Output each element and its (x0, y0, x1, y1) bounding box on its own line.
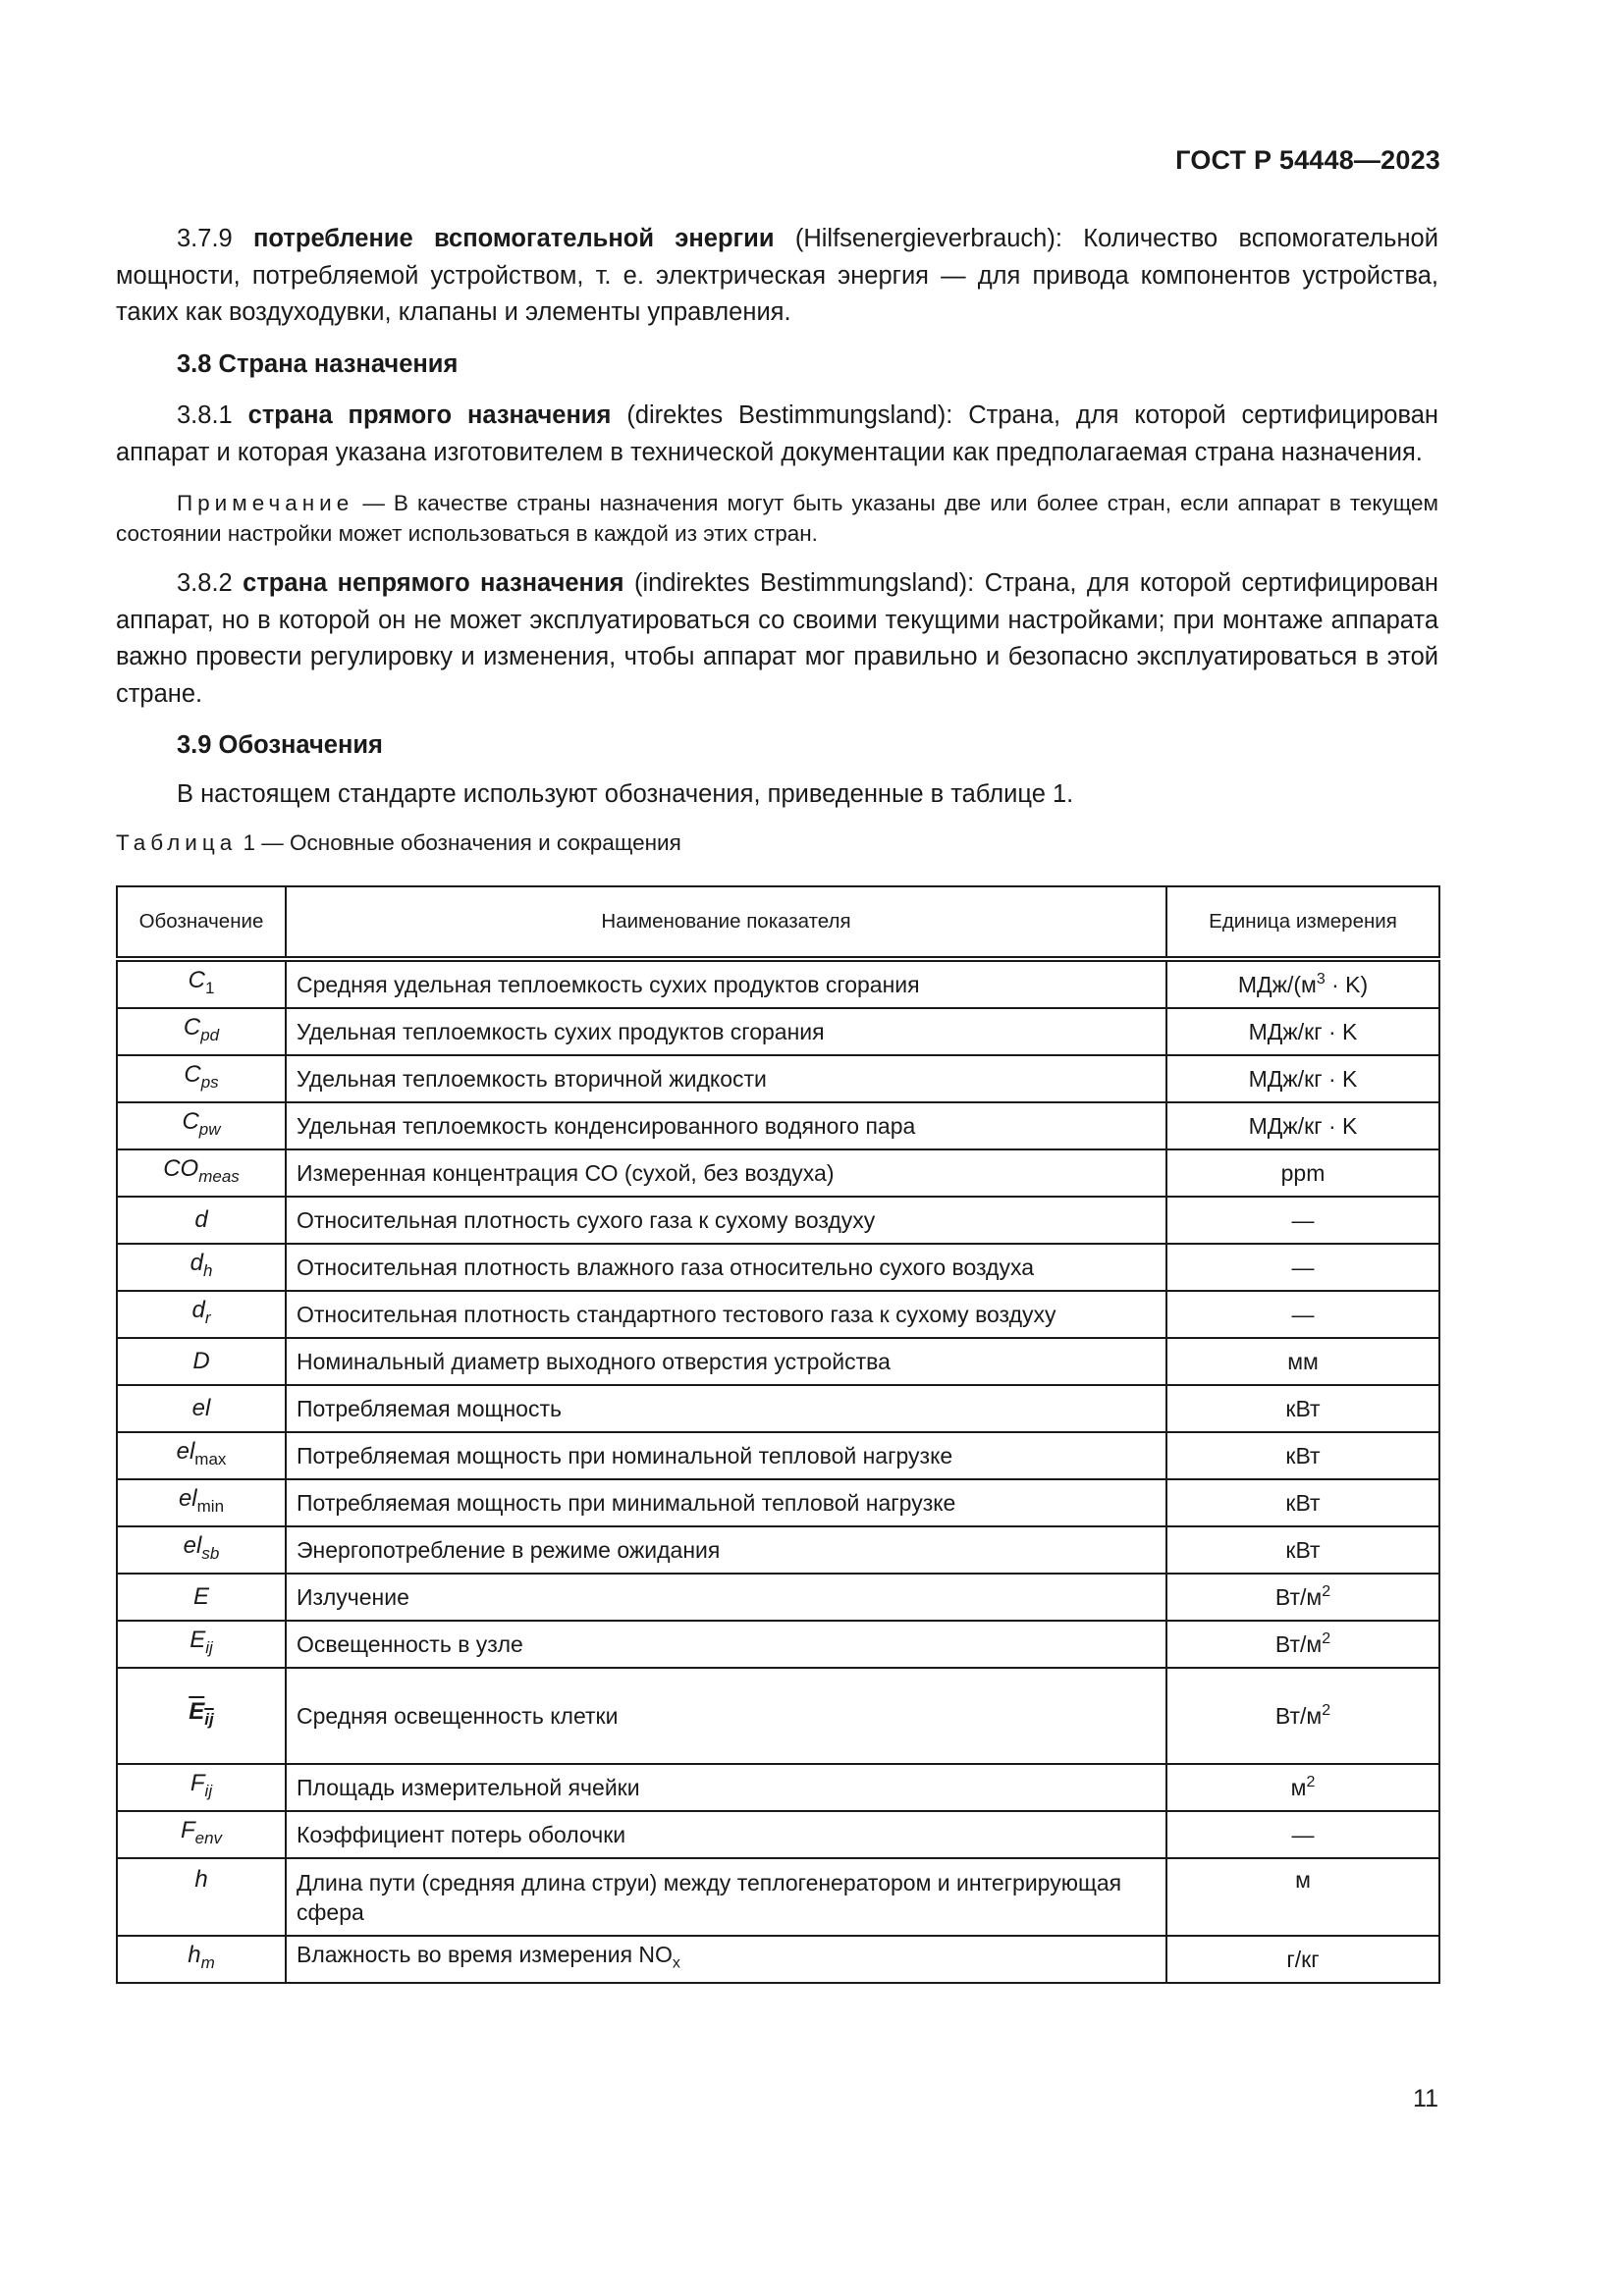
symbol: d (194, 1206, 208, 1233)
unit: м (1295, 1867, 1311, 1893)
symbol: h (188, 1942, 201, 1968)
indicator-name: Длина пути (средняя длина струи) между теплогенератором и интегрирующая сфера (297, 1869, 1122, 1925)
definition-3-8-2 (116, 565, 1438, 713)
symbol: CO (163, 1155, 199, 1182)
indicator-name: Удельная теплоемкость конденсированного водяного пара (297, 1113, 916, 1139)
symbol-cell (117, 1008, 286, 1055)
definition-text: Страна, для которой сертифицирован аппарат и которая указана изготовителем в технической документации как предполагаемая страна назначения. (116, 401, 1439, 466)
symbol-subscript: ij (204, 1782, 213, 1800)
unit-cell (1166, 1526, 1439, 1574)
name-cell (286, 1291, 1166, 1338)
unit: Вт/м (1274, 1703, 1323, 1729)
indicator-name: Потребляемая мощность при номинальной тепловой нагрузке (297, 1443, 953, 1468)
foreign-term: (direktes Bestimmungsland): (626, 401, 953, 429)
symbol-subscript: h (202, 1261, 213, 1280)
document-body (116, 221, 1438, 858)
unit-cell (1166, 1197, 1439, 1244)
unit-cell (1166, 959, 1439, 1008)
name-cell (286, 1668, 1166, 1764)
unit-superscript: 2 (1322, 1630, 1331, 1647)
symbol-subscript: 1 (204, 979, 215, 997)
unit-cell (1166, 1102, 1439, 1149)
unit-cell (1166, 1858, 1439, 1936)
table-row (117, 1432, 1439, 1479)
symbol-subscript: pd (200, 1026, 220, 1044)
indicator-name: Относительная плотность влажного газа относительно сухого воздуха (297, 1255, 1034, 1280)
symbol: el (191, 1395, 211, 1421)
column-header-name: Наименование показателя (286, 886, 1166, 959)
unit-cell (1166, 1338, 1439, 1385)
symbol-subscript: m (200, 1953, 215, 1972)
table-row (117, 1574, 1439, 1621)
unit: м (1290, 1775, 1307, 1800)
unit-tail: · K) (1325, 972, 1369, 997)
name-cell (286, 1244, 1166, 1291)
table-row (117, 1338, 1439, 1385)
unit-superscript: 3 (1316, 971, 1326, 988)
column-header-unit: Единица измерения (1166, 886, 1439, 959)
unit: МДж/кг · K (1248, 1019, 1358, 1044)
symbol-cell (117, 1479, 286, 1526)
definition-3-8-1 (116, 398, 1438, 471)
symbol-cell (117, 1764, 286, 1811)
symbol-cell (117, 1574, 286, 1621)
indicator-name: Средняя освещенность клетки (297, 1703, 619, 1729)
table-row (117, 1055, 1439, 1102)
unit: — (1291, 1207, 1315, 1233)
symbols-table (116, 885, 1440, 1984)
note-label: Примечание (177, 491, 354, 515)
table-row (117, 1102, 1439, 1149)
indicator-name: Средняя удельная теплоемкость сухих продуктов сгорания (297, 972, 920, 997)
unit-cell (1166, 1291, 1439, 1338)
table-row (117, 1668, 1439, 1764)
symbol-subscript: r (204, 1308, 211, 1327)
symbol: F (189, 1770, 205, 1796)
symbol-cell (117, 1197, 286, 1244)
symbol-cell (117, 1244, 286, 1291)
section-3-9-text: В настоящем стандарте используют обозначения, приведенные в таблице 1. (177, 779, 1074, 808)
table-row (117, 1858, 1439, 1936)
unit-cell (1166, 1668, 1439, 1764)
document-standard-id: ГОСТ Р 54448—2023 (1175, 145, 1440, 175)
symbol-subscript: max (194, 1450, 227, 1468)
table-row (117, 1197, 1439, 1244)
symbol: E (189, 1627, 206, 1653)
unit-cell (1166, 1149, 1439, 1197)
term: потребление вспомогательной энергии (253, 225, 775, 252)
table-row (117, 1811, 1439, 1858)
name-cell (286, 1621, 1166, 1668)
clause-number: 3.8.1 (177, 401, 233, 429)
symbol-cell (117, 1811, 286, 1858)
section-heading-3-9: 3.9 Обозначения (177, 731, 383, 759)
term: страна непрямого назначения (243, 569, 624, 597)
symbol-cell (117, 1858, 286, 1936)
table-row (117, 1479, 1439, 1526)
name-cell (286, 1479, 1166, 1526)
unit-superscript: 2 (1306, 1774, 1316, 1790)
foreign-term: (Hilfsenergieverbrauch): (794, 225, 1062, 252)
table-row (117, 1385, 1439, 1432)
unit: МДж/(м (1237, 972, 1317, 997)
symbol: d (189, 1250, 203, 1276)
name-cell (286, 1526, 1166, 1574)
unit: — (1291, 1822, 1315, 1847)
unit: ppm (1280, 1160, 1326, 1186)
table-row (117, 1244, 1439, 1291)
definition-3-7-9 (116, 221, 1438, 332)
indicator-name: Освещенность в узле (297, 1631, 523, 1657)
unit: МДж/кг · K (1248, 1066, 1358, 1092)
name-cell (286, 1936, 1166, 1983)
symbol-subscript: min (196, 1497, 225, 1516)
symbol: h (194, 1866, 208, 1893)
symbol: el (178, 1485, 197, 1512)
unit-superscript: 2 (1322, 1583, 1331, 1600)
name-cell (286, 1149, 1166, 1197)
unit: кВт (1285, 1443, 1321, 1468)
unit: МДж/кг · K (1248, 1113, 1358, 1139)
term: страна прямого назначения (247, 401, 612, 429)
table-row (117, 1008, 1439, 1055)
unit-cell (1166, 1432, 1439, 1479)
symbol-subscript: pw (198, 1120, 221, 1139)
symbol-cell (117, 1385, 286, 1432)
table-caption-label: Таблица (116, 830, 238, 855)
table-row (117, 1936, 1439, 1983)
table-caption-text: 1 — Основные обозначения и сокращения (243, 830, 681, 855)
symbol-subscript: ij (204, 1710, 214, 1729)
clause-number: 3.8.2 (177, 569, 233, 597)
unit: кВт (1285, 1396, 1321, 1421)
symbol-cell (117, 1621, 286, 1668)
unit-cell (1166, 1574, 1439, 1621)
symbol: E (192, 1583, 209, 1610)
symbol-subscript: sb (201, 1544, 220, 1563)
table-body (117, 959, 1439, 1983)
symbol: el (183, 1532, 202, 1559)
indicator-name: Излучение (297, 1584, 409, 1610)
symbol-subscript: ij (205, 1638, 213, 1657)
page-number: 11 (1413, 2085, 1438, 2112)
symbol-cell (117, 1149, 286, 1197)
symbol: E (189, 1698, 205, 1725)
name-cell (286, 1338, 1166, 1385)
symbol-cell (117, 1432, 286, 1479)
note (116, 488, 1438, 549)
name-cell (286, 1102, 1166, 1149)
unit: — (1291, 1255, 1315, 1280)
clause-number: 3.7.9 (177, 225, 233, 252)
table-row (117, 1291, 1439, 1338)
symbol-cell (117, 1291, 286, 1338)
symbol-cell (117, 1526, 286, 1574)
name-cell (286, 1385, 1166, 1432)
indicator-name: Энергопотребление в режиме ожидания (297, 1537, 721, 1563)
name-cell (286, 1764, 1166, 1811)
symbol: el (176, 1438, 195, 1465)
name-cell (286, 959, 1166, 1008)
symbol-cell (117, 1338, 286, 1385)
indicator-name: Влажность во время измерения NO (297, 1942, 673, 1968)
indicator-name: Относительная плотность сухого газа к сухому воздуху (297, 1207, 876, 1233)
indicator-name: Потребляемая мощность при минимальной тепловой нагрузке (297, 1490, 956, 1516)
table-header-row (117, 886, 1439, 959)
unit-cell (1166, 1479, 1439, 1526)
unit-cell (1166, 1055, 1439, 1102)
indicator-name: Удельная теплоемкость вторичной жидкости (297, 1066, 767, 1092)
unit: мм (1287, 1349, 1319, 1374)
indicator-name: Удельная теплоемкость сухих продуктов сгорания (297, 1019, 825, 1044)
indicator-name: Потребляемая мощность (297, 1396, 562, 1421)
indicator-name: Номинальный диаметр выходного отверстия устройства (297, 1349, 891, 1374)
name-cell (286, 1008, 1166, 1055)
table-row (117, 959, 1439, 1008)
unit-cell (1166, 1385, 1439, 1432)
unit: кВт (1285, 1490, 1321, 1516)
unit-cell (1166, 1936, 1439, 1983)
table-row (117, 1621, 1439, 1668)
name-cell (286, 1432, 1166, 1479)
symbol: C (183, 1014, 201, 1041)
table-row (117, 1149, 1439, 1197)
symbol: D (192, 1348, 210, 1374)
column-header-symbol: Обозначение (117, 886, 286, 959)
foreign-term: (indirektes Bestimmungsland): (633, 569, 975, 597)
unit-cell (1166, 1621, 1439, 1668)
symbol-subscript: meas (198, 1167, 240, 1186)
name-cell (286, 1811, 1166, 1858)
definition-text: Страна, для которой сертифицирован аппарат, но в которой он не может эксплуатироваться со своими текущими настройками; при монтаже аппарата важно провести регулировку и изменения, чтобы аппарат мог правильно и безопасно эксплуатироваться в этой стране. (116, 569, 1438, 708)
symbol-subscript: env (194, 1829, 223, 1847)
symbol: C (188, 967, 205, 993)
table-caption (116, 828, 1438, 858)
symbol: d (191, 1297, 205, 1323)
symbol-cell (117, 959, 286, 1008)
table-row (117, 1764, 1439, 1811)
section-heading-3-8: 3.8 Страна назначения (177, 349, 459, 378)
unit-superscript: 2 (1322, 1702, 1331, 1719)
unit: г/кг (1286, 1947, 1320, 1972)
symbol: C (184, 1061, 201, 1088)
unit-cell (1166, 1008, 1439, 1055)
name-subscript: x (672, 1954, 680, 1972)
name-cell (286, 1858, 1166, 1936)
unit-cell (1166, 1811, 1439, 1858)
unit-cell (1166, 1244, 1439, 1291)
name-cell (286, 1055, 1166, 1102)
symbol: F (180, 1817, 195, 1843)
symbol-cell (117, 1055, 286, 1102)
unit: — (1291, 1302, 1315, 1327)
indicator-name: Измеренная концентрация СО (сухой, без воздуха) (297, 1160, 835, 1186)
indicator-name: Коэффициент потерь оболочки (297, 1822, 626, 1847)
symbol: C (182, 1108, 199, 1135)
unit: Вт/м (1274, 1584, 1323, 1610)
symbol-cell (117, 1102, 286, 1149)
symbol-cell (117, 1668, 286, 1764)
unit: Вт/м (1274, 1631, 1323, 1657)
definition-text: Количество вспомогательной мощности, потребляемой устройством, т. е. электрическая энергия — для привода компонентов устройства, таких как воздуходувки, клапаны и элементы управления. (116, 225, 1438, 326)
name-cell (286, 1197, 1166, 1244)
indicator-name: Относительная плотность стандартного тестового газа к сухому воздуху (297, 1302, 1056, 1327)
symbol-subscript: ps (200, 1073, 219, 1092)
symbol-cell (117, 1936, 286, 1983)
table-row (117, 1526, 1439, 1574)
unit-cell (1166, 1764, 1439, 1811)
note-text: — В качестве страны назначения могут быть указаны две или более стран, если аппарат в текущем состоянии настройки может использоваться в каждой из этих стран. (116, 491, 1438, 546)
unit: кВт (1285, 1537, 1321, 1563)
indicator-name: Площадь измерительной ячейки (297, 1775, 640, 1800)
name-cell (286, 1574, 1166, 1621)
